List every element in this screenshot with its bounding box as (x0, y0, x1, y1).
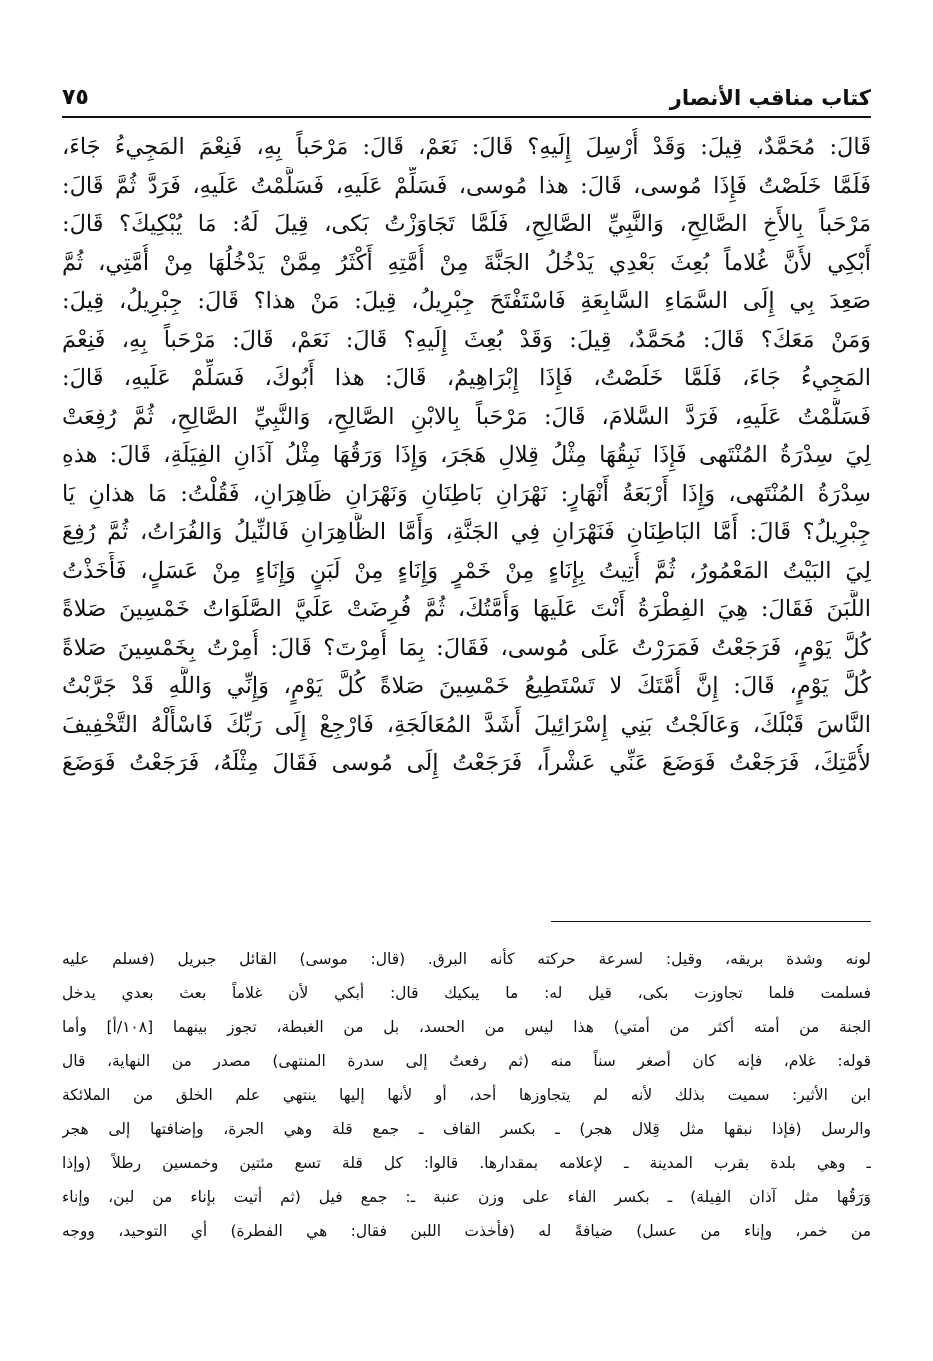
text-line: مَرْحَباً بِالأَخِ الصَّالِحِ، وَالنَّبِيِّ الصَّالِحِ، فَلَمَّا تَجَاوَزْتُ بَكى، قِيلَ لَهُ: مَا يُبْكِيكَ؟ قَالَ: (62, 211, 871, 237)
text-line: المَجِيءُ جَاءَ، فَلَمَّا خَلَصْتُ، فَإِذَا إِبْرَاهِيمُ، قَالَ: هذا أَبُوكَ، فَسَلِّمْ عَلَيهِ، قَالَ: (62, 365, 871, 391)
text-line: صَعِدَ بِي إِلَى السَّمَاءِ السَّابِعَةِ فَاسْتَفْتَحَ جِبْرِيلُ، قِيلَ: مَنْ هذا؟ قَالَ: جِبْرِيلُ، قِيلَ: (62, 288, 871, 314)
text-line: النَّاسَ قَبْلَكَ، وَعَالَجْتُ بَنِي إِسْرَائِيلَ أَشَدَّ المُعَالَجَةِ، فَارْجِعْ إِلَى رَبِّكَ فَاسْأَلْهُ التَّخْفِيفَ (62, 711, 871, 738)
text-line: جِبْرِيلُ؟ قَالَ: أَمَّا البَاطِنَانِ فَنَهْرَانِ فِي الجَنَّةِ، وَأَمَّا الظَّاهِرَانِ فَالنِّيلُ وَالفُرَاتُ، ثُمَّ رُفِعَ (62, 519, 871, 545)
footnote-line: لونه وشدة بريقه، وقيل: لسرعة حركته كأنه البرق. (قال: موسى) القائل جبريل (فسلم عليه (62, 950, 871, 968)
text-line: قَالَ: مُحَمَّدٌ، قِيلَ: وَقَدْ أُرْسِلَ إِلَيهِ؟ قَالَ: نَعَمْ، قَالَ: مَرْحَباً بِهِ، فَنِعْمَ المَجِيءُ جَاءَ، (62, 134, 871, 160)
text-line: أَبْكِي لأَنَّ غُلاماً بُعِثَ بَعْدِي يَدْخُلُ الجَنَّةَ مِنْ أُمَّتِهِ أَكْثَرُ مِمَّنْ يَدْخُلُهَا مِنْ أُمَّتِي، ثُمَّ (62, 249, 871, 276)
text-line: اللَّبَنَ فَقَالَ: هِيَ الفِطْرَةُ أَنْتَ عَلَيهَا وَأُمَّتُكَ، ثُمَّ فُرِضَتْ عَلَيَّ الصَّلَوَاتُ خَمْسِينَ صَلاةً (62, 596, 871, 622)
text-line: كُلَّ يَوْمٍ، قَالَ: إِنَّ أُمَّتَكَ لا تَسْتَطِيعُ خَمْسِينَ صَلاةً كُلَّ يَوْمٍ، وَإِنِّي وَاللَّهِ قَدْ جَرَّبْتُ (62, 673, 871, 699)
text-line: لأُمَّتِكَ، فَرَجَعْتُ فَوَضَعَ عَنِّي عَشْراً، فَرَجَعْتُ إِلَى مُوسى فَقَالَ مِثْلَهُ، فَرَجَعْتُ فَوَضَعَ (62, 750, 871, 776)
text-line: كُلَّ يَوْمٍ، فَرَجَعْتُ فَمَرَرْتُ عَلَى مُوسى، فَقَالَ: بِمَا أُمِرْتَ؟ قَالَ: أُمِرْتُ بِخَمْسِينَ صَلاةً (62, 634, 871, 661)
footnote-separator (551, 921, 871, 922)
text-line: سِدْرَةُ المُنْتَهى، وَإِذَا أَرْبَعَةُ أَنْهَارٍ: نَهْرَانِ بَاطِنَانِ وَنَهْرَانِ ظَاهِرَانِ، فَقُلْتُ: مَا هذانِ يَا (62, 480, 871, 507)
footnote-line: ابن الأثير: سميت بذلك لأنه لم يتجاوزها أحد، أو لأنها إليها ينتهي علم الخلق من الملائكة (62, 1086, 871, 1104)
footnote-line: قوله: غلام، فإنه كان أصغر سناً منه (ثم رفعتُ إلى سدرة المنتهى) مصدر من النهاية، قال (62, 1052, 871, 1070)
footnote-line: والرسل (فإذا نبقها مثل قِلال هجر) ـ بكسر القاف ـ جمع قلة وهي الجرة، وإضافتها إلى هجر (62, 1120, 871, 1138)
text-line: فَسَلَّمْتُ عَلَيهِ، فَرَدَّ السَّلامَ، قَالَ: مَرْحَباً بِالابْنِ الصَّالِحِ، وَالنَّبِيِّ الصَّالِحِ، ثُمَّ رُفِعَتْ (62, 403, 871, 430)
text-line: فَلَمَّا خَلَصْتُ فَإِذَا مُوسى، قَالَ: هذا مُوسى، فَسَلِّمْ عَلَيهِ، فَسَلَّمْتُ عَلَيهِ، فَرَدَّ ثُمَّ قَالَ: (62, 172, 871, 199)
main-text (62, 128, 871, 783)
footnote-line: من خمر، وإناء من عسل) ضيافةً له (فأخذت اللبن فقال: هي الفطرة) أي التوحيد، ووجه (62, 1222, 871, 1240)
footnote-line: فسلمت فلما تجاوزت بكى، قيل له: ما يبكيك قال: أبكي لأن غلاماً بعث بعدي يدخل (62, 984, 871, 1002)
running-title: كتاب مناقب الأنصار (669, 86, 871, 110)
text-line: لِيَ سِدْرَةُ المُنْتَهى فَإِذَا نَبِقُهَا مِثْلُ قِلالِ هَجَرَ، وَإِذَا وَرَقُهَا مِثْلُ آذَانِ الفِيَلَةِ، قَالَ: هذهِ (62, 442, 871, 468)
footnote-line: الجنة من أمته أكثر من أمتي) هذا ليس من الحسد، بل من الغبطة، تجوز بينهما [١٠٨/أ] وأما (62, 1018, 871, 1036)
footnotes (62, 942, 871, 1248)
text-line: لِيَ البَيْتُ المَعْمُورُ، ثُمَّ أُتِيتُ بِإِنَاءٍ مِنْ خَمْرٍ وَإِنَاءٍ مِنْ لَبَنٍ وَإِنَاءٍ مِنْ عَسَلٍ، فَأَخَذْتُ (62, 557, 871, 584)
footnote-line: وَرَقُها مثل آذان الفِيلة) ـ بكسر الفاء على وزن عنبة ـ: جمع فيل (ثم أتيت بإناء من لبن، وإناء (62, 1188, 871, 1206)
page-header (62, 66, 871, 118)
footnote-line: ـ وهي بلدة بقرب المدينة ـ لإعلامه بمقدارها. قالوا: كل قلة تسع مئتين وخمسين رطلاً (وإذا (62, 1154, 871, 1172)
page-number: ٧٥ (62, 85, 89, 110)
text-line: وَمَنْ مَعَكَ؟ قَالَ: مُحَمَّدٌ، قِيلَ: وَقَدْ بُعِثَ إِلَيهِ؟ قَالَ: نَعَمْ، قَالَ: مَرْحَباً بِهِ، فَنِعْمَ (62, 326, 871, 353)
